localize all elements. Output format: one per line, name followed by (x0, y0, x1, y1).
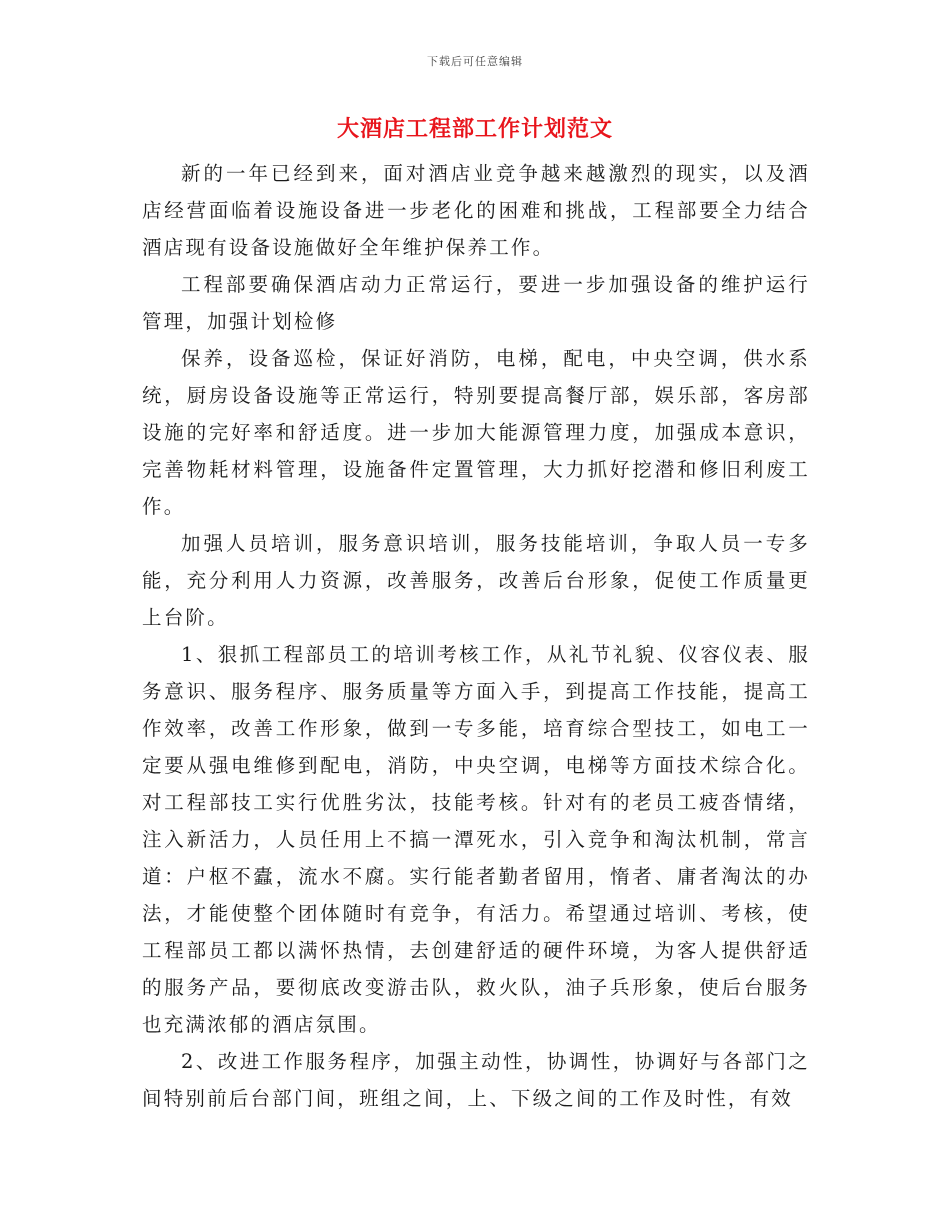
header-note: 下载后可任意编辑 (427, 55, 523, 68)
paragraph-maintenance: 保养，设备巡检，保证好消防，电梯，配电，中央空调，供水系统，厨房设备设施等正常运行，特别要提高餐厅部，娱乐部，客房部设施的完好率和舒适度。进一步加大能源管理力度，加强成本意识，完善物耗材料管理，设施备件定置管理，大力抓好挖潜和修旧利废工作。 (142, 347, 810, 518)
document-title: 大酒店工程部工作计划范文 (336, 116, 613, 142)
paragraph-item-2: 2、改进工作服务程序，加强主动性，协调性，协调好与各部门之间特别前后台部门间，班组之间，上、下级之间的工作及时性，有效 (142, 1050, 810, 1110)
document-body (142, 155, 810, 1117)
paragraph-intro: 新的一年已经到来，面对酒店业竞争越来越激烈的现实，以及酒店经营面临着设施设备进一步老化的困难和挑战，工程部要全力结合酒店现有设备设施做好全年维护保养工作。 (142, 162, 810, 259)
paragraph-item-1: 1、狠抓工程部员工的培训考核工作，从礼节礼貌、仪容仪表、服务意识、服务程序、服务质量等方面入手，到提高工作技能，提高工作效率，改善工作形象，做到一专多能，培育综合型技工，如电工一定要从强电维修到配电，消防，中央空调，电梯等方面技术综合化。对工程部技工实行优胜劣汰，技能考核。针对有的老员工疲沓情绪，注入新活力，人员任用上不搞一潭死水，引入竞争和淘汰机制，常言道：户枢不蠹，流水不腐。实行能者勤者留用，惰者、庸者淘汰的办法，才能使整个团体随时有竞争，有活力。希望通过培训、考核，使工程部员工都以满怀热情，去创建舒适的硬件环境，为客人提供舒适的服务产品，要彻底改变游击队，救火队，油子兵形象，使后台服务也充满浓郁的酒店氛围。 (142, 643, 810, 1036)
paragraph-operation: 工程部要确保酒店动力正常运行，要进一步加强设备的维护运行管理，加强计划检修 (142, 273, 810, 333)
paragraph-training: 加强人员培训，服务意识培训，服务技能培训，争取人员一专多能，充分利用人力资源，改善服务，改善后台形象，促使工作质量更上台阶。 (142, 532, 810, 629)
